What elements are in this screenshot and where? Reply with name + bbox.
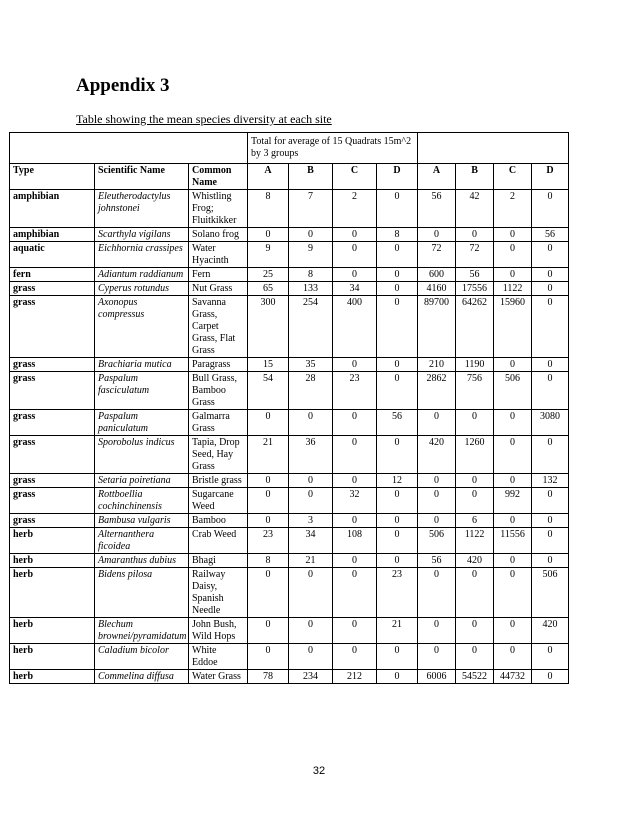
total-d-cell: 0 xyxy=(532,670,569,684)
total-d-cell: 0 xyxy=(532,190,569,228)
total-a-cell: 89700 xyxy=(418,296,456,358)
total-a-cell: 2862 xyxy=(418,372,456,410)
type-cell: amphibian xyxy=(10,190,95,228)
scientific-name-cell: Blechum brownei/pyramidatum xyxy=(95,618,189,644)
group-header-label: Total for average of 15 Quadrats 15m^2 by 3 groups xyxy=(248,133,418,164)
column-header-row xyxy=(10,164,569,190)
count-b-cell: 254 xyxy=(289,296,333,358)
common-name-cell: Solano frog xyxy=(189,228,248,242)
total-a-cell: 0 xyxy=(418,228,456,242)
count-c-cell: 0 xyxy=(333,228,377,242)
count-d-cell: 0 xyxy=(377,554,418,568)
page-number: 32 xyxy=(312,765,326,777)
column-header: Scientific Name xyxy=(95,164,189,190)
scientific-name-cell: Eichhornia crassipes xyxy=(95,242,189,268)
scientific-name-cell: Caladium bicolor xyxy=(95,644,189,670)
common-name-cell: Fern xyxy=(189,268,248,282)
total-b-cell: 1260 xyxy=(456,436,494,474)
table-row xyxy=(10,474,569,488)
count-c-cell: 108 xyxy=(333,528,377,554)
type-cell: herb xyxy=(10,528,95,554)
table-row xyxy=(10,568,569,618)
count-a-cell: 65 xyxy=(248,282,289,296)
count-b-cell: 28 xyxy=(289,372,333,410)
column-header: Common Name xyxy=(189,164,248,190)
count-d-cell: 0 xyxy=(377,670,418,684)
total-c-cell: 0 xyxy=(494,514,532,528)
total-c-cell: 0 xyxy=(494,436,532,474)
count-b-cell: 35 xyxy=(289,358,333,372)
column-header: A xyxy=(418,164,456,190)
common-name-cell: John Bush, Wild Hops xyxy=(189,618,248,644)
common-name-cell: Tapia, Drop Seed, Hay Grass xyxy=(189,436,248,474)
column-header: C xyxy=(494,164,532,190)
count-d-cell: 0 xyxy=(377,372,418,410)
count-c-cell: 0 xyxy=(333,644,377,670)
scientific-name-cell: Cyperus rotundus xyxy=(95,282,189,296)
scientific-name-cell: Alternanthera ficoidea xyxy=(95,528,189,554)
scientific-name-cell: Adiantum raddianum xyxy=(95,268,189,282)
total-a-cell: 0 xyxy=(418,618,456,644)
type-cell: grass xyxy=(10,410,95,436)
count-b-cell: 0 xyxy=(289,618,333,644)
type-cell: herb xyxy=(10,618,95,644)
count-a-cell: 15 xyxy=(248,358,289,372)
scientific-name-cell: Commelina diffusa xyxy=(95,670,189,684)
total-a-cell: 0 xyxy=(418,514,456,528)
count-b-cell: 0 xyxy=(289,474,333,488)
total-b-cell: 56 xyxy=(456,268,494,282)
appendix-heading: Appendix 3 xyxy=(76,75,170,96)
count-c-cell: 0 xyxy=(333,554,377,568)
total-c-cell: 2 xyxy=(494,190,532,228)
common-name-cell: Water Hyacinth xyxy=(189,242,248,268)
total-b-cell: 420 xyxy=(456,554,494,568)
total-a-cell: 6006 xyxy=(418,670,456,684)
type-cell: aquatic xyxy=(10,242,95,268)
total-c-cell: 0 xyxy=(494,410,532,436)
total-b-cell: 0 xyxy=(456,410,494,436)
total-c-cell: 15960 xyxy=(494,296,532,358)
count-a-cell: 0 xyxy=(248,474,289,488)
total-d-cell: 0 xyxy=(532,644,569,670)
count-b-cell: 133 xyxy=(289,282,333,296)
scientific-name-cell: Eleutherodactylus johnstonei xyxy=(95,190,189,228)
count-d-cell: 21 xyxy=(377,618,418,644)
total-d-cell: 0 xyxy=(532,528,569,554)
total-a-cell: 0 xyxy=(418,474,456,488)
table-row xyxy=(10,228,569,242)
total-a-cell: 0 xyxy=(418,568,456,618)
count-d-cell: 0 xyxy=(377,436,418,474)
column-header: D xyxy=(377,164,418,190)
count-a-cell: 78 xyxy=(248,670,289,684)
count-d-cell: 0 xyxy=(377,190,418,228)
total-c-cell: 0 xyxy=(494,618,532,644)
total-d-cell: 3080 xyxy=(532,410,569,436)
total-c-cell: 1122 xyxy=(494,282,532,296)
type-cell: fern xyxy=(10,268,95,282)
table-row xyxy=(10,436,569,474)
common-name-cell: Bull Grass, Bamboo Grass xyxy=(189,372,248,410)
common-name-cell: Railway Daisy, Spanish Needle xyxy=(189,568,248,618)
scientific-name-cell: Paspalum paniculatum xyxy=(95,410,189,436)
table-row xyxy=(10,190,569,228)
total-d-cell: 420 xyxy=(532,618,569,644)
common-name-cell: Bristle grass xyxy=(189,474,248,488)
total-d-cell: 132 xyxy=(532,474,569,488)
table-row xyxy=(10,488,569,514)
count-d-cell: 0 xyxy=(377,268,418,282)
common-name-cell: Water Grass xyxy=(189,670,248,684)
table-row xyxy=(10,242,569,268)
count-a-cell: 0 xyxy=(248,488,289,514)
total-c-cell: 0 xyxy=(494,644,532,670)
total-d-cell: 0 xyxy=(532,372,569,410)
count-a-cell: 0 xyxy=(248,410,289,436)
count-d-cell: 0 xyxy=(377,296,418,358)
scientific-name-cell: Bambusa vulgaris xyxy=(95,514,189,528)
table-row xyxy=(10,282,569,296)
column-header: B xyxy=(289,164,333,190)
count-d-cell: 8 xyxy=(377,228,418,242)
count-d-cell: 0 xyxy=(377,488,418,514)
total-c-cell: 44732 xyxy=(494,670,532,684)
type-cell: grass xyxy=(10,372,95,410)
total-d-cell: 0 xyxy=(532,488,569,514)
count-b-cell: 8 xyxy=(289,268,333,282)
count-a-cell: 9 xyxy=(248,242,289,268)
column-header: Type xyxy=(10,164,95,190)
common-name-cell: Sugarcane Weed xyxy=(189,488,248,514)
type-cell: herb xyxy=(10,670,95,684)
total-c-cell: 992 xyxy=(494,488,532,514)
count-a-cell: 23 xyxy=(248,528,289,554)
total-b-cell: 64262 xyxy=(456,296,494,358)
count-b-cell: 7 xyxy=(289,190,333,228)
column-header: A xyxy=(248,164,289,190)
table-row xyxy=(10,618,569,644)
count-c-cell: 0 xyxy=(333,242,377,268)
total-b-cell: 17556 xyxy=(456,282,494,296)
group-header-spacer xyxy=(10,133,248,164)
total-b-cell: 0 xyxy=(456,488,494,514)
common-name-cell: Galmarra Grass xyxy=(189,410,248,436)
count-b-cell: 0 xyxy=(289,410,333,436)
count-b-cell: 34 xyxy=(289,528,333,554)
total-d-cell: 0 xyxy=(532,296,569,358)
total-c-cell: 0 xyxy=(494,474,532,488)
count-c-cell: 2 xyxy=(333,190,377,228)
count-a-cell: 0 xyxy=(248,514,289,528)
group-header-spacer xyxy=(418,133,569,164)
count-d-cell: 12 xyxy=(377,474,418,488)
table-row xyxy=(10,268,569,282)
count-a-cell: 21 xyxy=(248,436,289,474)
total-c-cell: 0 xyxy=(494,358,532,372)
count-a-cell: 0 xyxy=(248,228,289,242)
total-b-cell: 72 xyxy=(456,242,494,268)
total-d-cell: 0 xyxy=(532,268,569,282)
total-c-cell: 506 xyxy=(494,372,532,410)
total-c-cell: 0 xyxy=(494,228,532,242)
total-b-cell: 0 xyxy=(456,228,494,242)
count-c-cell: 34 xyxy=(333,282,377,296)
total-a-cell: 420 xyxy=(418,436,456,474)
total-d-cell: 0 xyxy=(532,282,569,296)
count-a-cell: 8 xyxy=(248,190,289,228)
type-cell: grass xyxy=(10,296,95,358)
total-b-cell: 1190 xyxy=(456,358,494,372)
common-name-cell: Nut Grass xyxy=(189,282,248,296)
count-c-cell: 0 xyxy=(333,268,377,282)
total-a-cell: 210 xyxy=(418,358,456,372)
count-b-cell: 0 xyxy=(289,568,333,618)
type-cell: grass xyxy=(10,488,95,514)
count-c-cell: 0 xyxy=(333,410,377,436)
type-cell: herb xyxy=(10,554,95,568)
count-c-cell: 32 xyxy=(333,488,377,514)
count-d-cell: 23 xyxy=(377,568,418,618)
count-c-cell: 0 xyxy=(333,436,377,474)
total-c-cell: 0 xyxy=(494,568,532,618)
count-d-cell: 56 xyxy=(377,410,418,436)
count-a-cell: 0 xyxy=(248,568,289,618)
scientific-name-cell: Rottboellia cochinchinensis xyxy=(95,488,189,514)
scientific-name-cell: Sporobolus indicus xyxy=(95,436,189,474)
table-row xyxy=(10,670,569,684)
count-a-cell: 25 xyxy=(248,268,289,282)
count-b-cell: 234 xyxy=(289,670,333,684)
total-a-cell: 506 xyxy=(418,528,456,554)
type-cell: grass xyxy=(10,436,95,474)
count-c-cell: 0 xyxy=(333,514,377,528)
scientific-name-cell: Axonopus compressus xyxy=(95,296,189,358)
count-c-cell: 212 xyxy=(333,670,377,684)
total-c-cell: 0 xyxy=(494,242,532,268)
group-header-row xyxy=(10,133,569,164)
total-d-cell: 506 xyxy=(532,568,569,618)
total-d-cell: 0 xyxy=(532,514,569,528)
total-d-cell: 0 xyxy=(532,436,569,474)
table-row xyxy=(10,410,569,436)
count-b-cell: 9 xyxy=(289,242,333,268)
total-a-cell: 56 xyxy=(418,554,456,568)
total-d-cell: 0 xyxy=(532,554,569,568)
type-cell: grass xyxy=(10,474,95,488)
column-header: B xyxy=(456,164,494,190)
total-a-cell: 600 xyxy=(418,268,456,282)
count-c-cell: 400 xyxy=(333,296,377,358)
count-c-cell: 0 xyxy=(333,474,377,488)
common-name-cell: Paragrass xyxy=(189,358,248,372)
total-a-cell: 0 xyxy=(418,488,456,514)
table-row xyxy=(10,372,569,410)
scientific-name-cell: Brachiaria mutica xyxy=(95,358,189,372)
total-c-cell: 0 xyxy=(494,268,532,282)
total-a-cell: 4160 xyxy=(418,282,456,296)
total-d-cell: 0 xyxy=(532,242,569,268)
total-b-cell: 0 xyxy=(456,618,494,644)
type-cell: grass xyxy=(10,514,95,528)
count-b-cell: 0 xyxy=(289,644,333,670)
table-caption: Table showing the mean species diversity at each site xyxy=(76,112,332,126)
total-b-cell: 0 xyxy=(456,644,494,670)
scientific-name-cell: Bidens pilosa xyxy=(95,568,189,618)
count-a-cell: 0 xyxy=(248,618,289,644)
count-b-cell: 0 xyxy=(289,228,333,242)
total-b-cell: 0 xyxy=(456,474,494,488)
count-d-cell: 0 xyxy=(377,644,418,670)
common-name-cell: Bamboo xyxy=(189,514,248,528)
total-a-cell: 56 xyxy=(418,190,456,228)
total-b-cell: 54522 xyxy=(456,670,494,684)
total-b-cell: 0 xyxy=(456,568,494,618)
total-b-cell: 42 xyxy=(456,190,494,228)
scientific-name-cell: Scarthyla vigilans xyxy=(95,228,189,242)
count-c-cell: 0 xyxy=(333,568,377,618)
count-a-cell: 300 xyxy=(248,296,289,358)
common-name-cell: Whistling Frog; Fluitkikker xyxy=(189,190,248,228)
total-b-cell: 6 xyxy=(456,514,494,528)
common-name-cell: Savanna Grass, Carpet Grass, Flat Grass xyxy=(189,296,248,358)
table-row xyxy=(10,528,569,554)
count-d-cell: 0 xyxy=(377,514,418,528)
count-b-cell: 3 xyxy=(289,514,333,528)
type-cell: herb xyxy=(10,644,95,670)
column-header: D xyxy=(532,164,569,190)
table-row xyxy=(10,644,569,670)
type-cell: herb xyxy=(10,568,95,618)
type-cell: grass xyxy=(10,358,95,372)
common-name-cell: Bhagi xyxy=(189,554,248,568)
total-c-cell: 0 xyxy=(494,554,532,568)
column-header: C xyxy=(333,164,377,190)
total-b-cell: 1122 xyxy=(456,528,494,554)
scientific-name-cell: Amaranthus dubius xyxy=(95,554,189,568)
species-diversity-table xyxy=(9,132,569,684)
total-c-cell: 11556 xyxy=(494,528,532,554)
count-c-cell: 0 xyxy=(333,358,377,372)
table-row xyxy=(10,358,569,372)
total-a-cell: 0 xyxy=(418,644,456,670)
scientific-name-cell: Paspalum fasciculatum xyxy=(95,372,189,410)
count-b-cell: 36 xyxy=(289,436,333,474)
table-row xyxy=(10,514,569,528)
scientific-name-cell: Setaria poiretiana xyxy=(95,474,189,488)
total-a-cell: 0 xyxy=(418,410,456,436)
count-d-cell: 0 xyxy=(377,282,418,296)
total-d-cell: 0 xyxy=(532,358,569,372)
count-d-cell: 0 xyxy=(377,358,418,372)
common-name-cell: Crab Weed xyxy=(189,528,248,554)
total-a-cell: 72 xyxy=(418,242,456,268)
count-c-cell: 23 xyxy=(333,372,377,410)
common-name-cell: White Eddoe xyxy=(189,644,248,670)
type-cell: amphibian xyxy=(10,228,95,242)
total-b-cell: 756 xyxy=(456,372,494,410)
total-d-cell: 56 xyxy=(532,228,569,242)
count-b-cell: 0 xyxy=(289,488,333,514)
table-row xyxy=(10,296,569,358)
type-cell: grass xyxy=(10,282,95,296)
count-d-cell: 0 xyxy=(377,528,418,554)
count-a-cell: 54 xyxy=(248,372,289,410)
count-c-cell: 0 xyxy=(333,618,377,644)
count-d-cell: 0 xyxy=(377,242,418,268)
count-a-cell: 0 xyxy=(248,644,289,670)
table-row xyxy=(10,554,569,568)
count-a-cell: 8 xyxy=(248,554,289,568)
count-b-cell: 21 xyxy=(289,554,333,568)
